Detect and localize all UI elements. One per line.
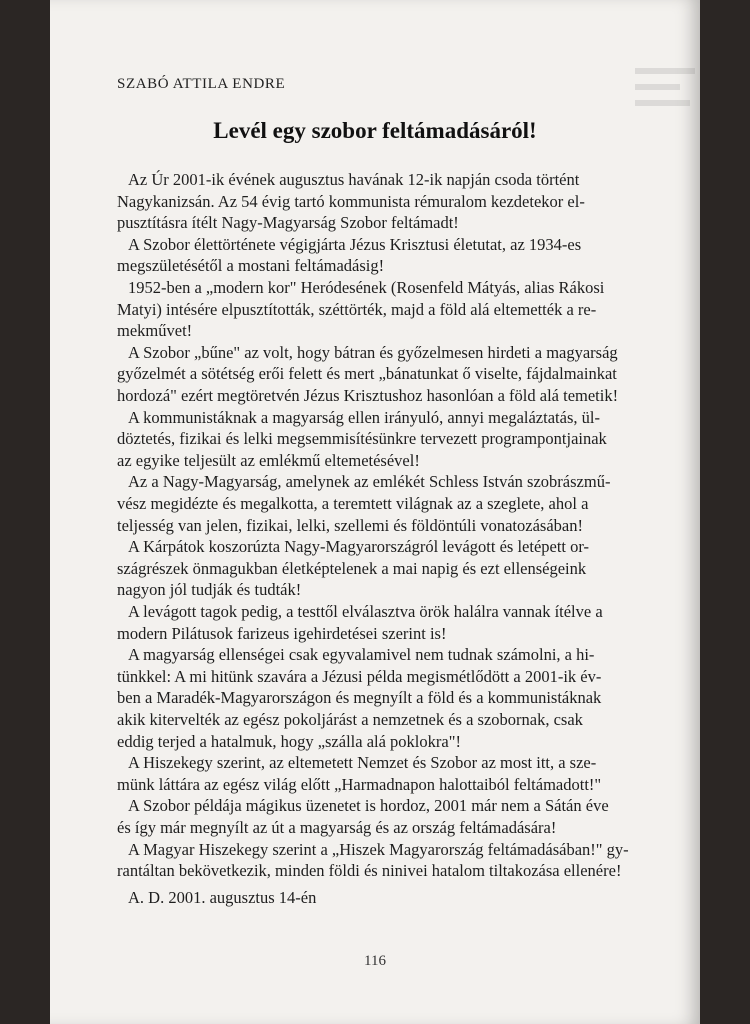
text-line: és így már megnyílt az út a magyarság és az ország feltámadására!: [117, 818, 557, 837]
text-line: A Kárpátok koszorúzta Nagy-Magyarországról levágott és letépett or-: [128, 537, 590, 557]
text-line: rantáltan bekövetkezik, minden földi és ninivei hatalom tiltakozása ellenére!: [117, 861, 622, 881]
text-line: Az Úr 2001-ik évének augusztus havának 12-ik napján csoda történt: [128, 170, 580, 189]
date-line: A. D. 2001. augusztus 14-én: [128, 888, 317, 907]
text-line: modern Pilátusok farizeus igehirdetései szerint is!: [117, 623, 447, 643]
text-line: hordozá" ezért megtöretvén Jézus Krisztushoz hasonlóan a föld alá temetik!: [117, 386, 619, 405]
book-page: [50, 0, 700, 1024]
text-line: megszületésétől a mostani feltámadásig!: [117, 256, 385, 276]
text-line: döztetés, fizikai és lelki megsemmisítésünkre tervezett programpontjainak: [117, 429, 607, 449]
text-line: münk láttára az egész világ előtt „Harmadnapon halottaiból feltámadott!": [117, 774, 602, 794]
text-line: A Szobor élettörténete végigjárta Jézus Krisztusi életutat, az 1934-es: [128, 234, 582, 254]
text-line: teljesség van jelen, fizikai, lelki, szellemi és földöntúli vonatozásában!: [117, 515, 583, 535]
text-line: Az a Nagy-Magyarság, amelynek az emlékét Schless István szobrászmű-: [128, 472, 611, 492]
text-line: A Szobor példája mágikus üzenetet is hordoz, 2001 már nem a Sátán éve: [128, 796, 609, 816]
text-line: az egyike teljesült az emlékmű eltemetésével!: [117, 450, 420, 470]
text-line: akik kitervelték az egész pokoljárást a nemzetnek és a szobornak, csak: [117, 710, 583, 729]
text-line: 1952-ben a „modern kor" Heródesének (Rosenfeld Mátyás, alias Rákosi: [128, 278, 605, 297]
author-header: SZABÓ ATTILA ENDRE: [117, 76, 286, 92]
text-line: A kommunistáknak a magyarság ellen irányuló, annyi megaláztatás, ül-: [128, 407, 600, 427]
text-line: ben a Maradék-Magyarországon és megnyílt a föld és a kommunistáknak: [117, 688, 602, 708]
text-line: eddig terjed a hatalmuk, hogy „szálla alá poklokra"!: [117, 731, 461, 751]
text-line: vész megidézte és megalkotta, a teremtett világnak az a szeglete, ahol a: [117, 494, 589, 513]
page-number: 116: [364, 953, 386, 969]
text-line: A Hiszekegy szerint, az eltemetett Nemzet és Szobor az most itt, a sze-: [128, 753, 597, 773]
text-line: A levágott tagok pedig, a testtől elválasztva örök halálra vannak ítélve a: [128, 602, 603, 621]
text-line: A Magyar Hiszekegy szerint a „Hiszek Magyarország feltámadásában!" gy-: [128, 839, 629, 859]
text-line: tünkkel: A mi hitünk szavára a Jézusi példa megismétlődött a 2001-ik év-: [117, 666, 602, 686]
text-line: mekművet!: [117, 321, 193, 341]
text-line: A magyarság ellenségei csak egyvalamivel nem tudnak számolni, a hi-: [128, 645, 595, 665]
text-line: pusztításra ítélt Nagy-Magyarság Szobor feltámadt!: [117, 213, 459, 233]
text-line: nagyon jól tudják és tudták!: [117, 580, 302, 600]
text-line: szágrészek önmagukban életképtelenek a mai napig és ezt ellenségeink: [117, 558, 587, 578]
text-line: győzelmét a sötétség erői felett és mert „bánatunkat ő viselte, fájdalmainkat: [117, 364, 617, 384]
text-line: A Szobor „bűne" az volt, hogy bátran és győzelmesen hirdeti a magyarság: [128, 342, 618, 362]
page-title: Levél egy szobor feltámadásáról!: [213, 118, 537, 143]
text-line: Matyi) intésére elpusztították, széttörték, majd a föld alá eltemették a re-: [117, 299, 597, 319]
text-line: Nagykanizsán. Az 54 évig tartó kommunista rémuralom kezdetekor el-: [117, 191, 585, 211]
